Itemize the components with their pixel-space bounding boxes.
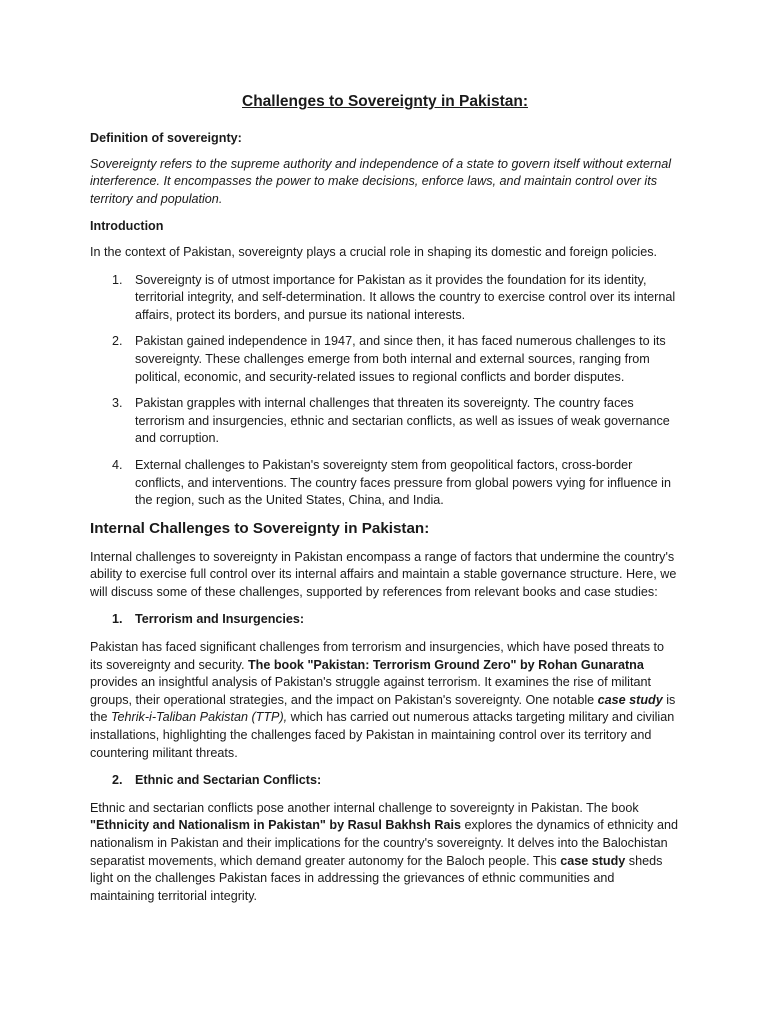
- text-run: provides an insightful analysis of Pakistan's struggle against terrorism. It examines the rise of militant groups, their operational strategies, and the impact on Pakistan's sovereignty. One notable: [90, 675, 651, 707]
- definition-heading: Definition of sovereignty:: [90, 131, 242, 145]
- list-item: [90, 272, 680, 325]
- case-study-label: case study: [597, 692, 663, 707]
- book-reference: "Ethnicity and Nationalism in Pakistan" by Rasul Bakhsh Rais: [90, 818, 461, 833]
- list-number: 1.: [112, 272, 123, 287]
- list-number: 3.: [112, 396, 123, 411]
- section-heading-text: Ethnic and Sectarian Conflicts:: [135, 773, 322, 788]
- text-run: is the: [90, 692, 676, 725]
- ethnic-paragraph: [90, 800, 680, 906]
- list-item: [90, 333, 680, 386]
- text-run: Pakistan has faced significant challenges from terrorism and insurgencies, which have posed threats to its sovereignty and security.: [90, 640, 665, 672]
- section-heading-text: Terrorism and Insurgencies:: [135, 612, 305, 627]
- text-run: sheds light on the challenges Pakistan faces in addressing the grievances of ethnic communities and maintaining territorial integrity.: [90, 853, 663, 903]
- internal-challenges-text: Internal challenges to sovereignty in Pakistan encompass a range of factors that undermine the country's ability to exercise full control over its internal affairs and maintain a stable governance structure. Here, we will discuss some of these challenges, supported by references from relevant books and case studies:: [90, 549, 677, 599]
- internal-challenges-heading: Internal Challenges to Sovereignty in Pakistan:: [90, 519, 430, 537]
- section-heading-ethnic: [90, 772, 680, 790]
- list-item-text: Sovereignty is of utmost importance for Pakistan as it provides the foundation for its identity, territorial integrity, and self-determination. It allows the country to exercise control over its internal affairs, protect its borders, and pursue its national interests.: [135, 272, 676, 322]
- book-reference: The book "Pakistan: Terrorism Ground Zero" by Rohan Gunaratna: [247, 657, 644, 672]
- page-title: Challenges to Sovereignty in Pakistan:: [242, 93, 528, 110]
- list-item-text: External challenges to Pakistan's sovereignty stem from geopolitical factors, cross-border conflicts, and interventions. The country faces pressure from global powers vying for influence in the region, such as the United States, China, and India.: [135, 457, 671, 508]
- ttp-reference: Tehrik-i-Taliban Pakistan (TTP),: [111, 710, 288, 725]
- section-heading-terrorism: [90, 611, 680, 629]
- definition-text: Sovereignty refers to the supreme authority and independence of a state to govern itself without external interference. It encompasses the power to make decisions, enforce laws, and maintain control over its territory and population.: [90, 156, 672, 206]
- list-number: 2.: [112, 334, 123, 349]
- section-number: 1.: [112, 612, 123, 627]
- text-run: which has carried out numerous attacks targeting military and civilian installations, highlighting the challenges faced by Pakistan in maintaining control over its territory and countering militant threats.: [90, 710, 675, 760]
- list-number: 4.: [112, 457, 123, 472]
- intro-points-list: [90, 272, 680, 510]
- list-item-text: Pakistan grapples with internal challenges that threaten its sovereignty. The country faces terrorism and insurgencies, ethnic and sectarian conflicts, as well as issues of weak governance and corruption.: [135, 396, 670, 446]
- terrorism-paragraph: [90, 639, 680, 762]
- intro-text: In the context of Pakistan, sovereignty plays a crucial role in shaping its domestic and foreign policies.: [90, 244, 658, 259]
- list-item: [90, 457, 680, 510]
- text-run: explores the dynamics of ethnicity and nationalism in Pakistan and their implications for the country's sovereignty. It delves into the Balochistan separatist movements, which demand greater autonomy for the Baloch people. This: [90, 818, 678, 868]
- list-item: [90, 395, 680, 448]
- intro-heading: Introduction: [90, 219, 164, 234]
- section-number: 2.: [112, 773, 123, 788]
- case-study-label: case study: [560, 853, 626, 868]
- text-run: Ethnic and sectarian conflicts pose another internal challenge to sovereignty in Pakistan. The book: [90, 800, 639, 815]
- list-item-text: Pakistan gained independence in 1947, and since then, it has faced numerous challenges to its sovereignty. These challenges emerge from both internal and external sources, ranging from political, economic, and security-related issues to regional conflicts and border disputes.: [135, 334, 666, 384]
